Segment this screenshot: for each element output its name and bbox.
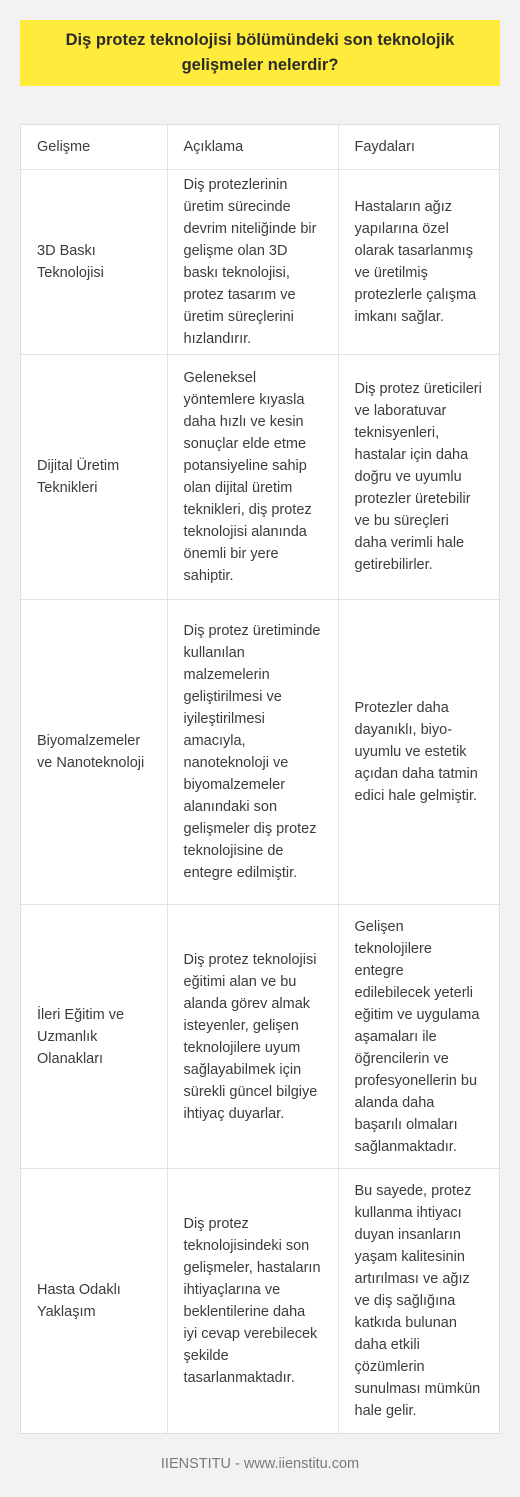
cell-gelisme: 3D Baskı Teknolojisi [21,170,167,355]
cell-faydalari: Bu sayede, protez kullanma ihtiyacı duyan insanların yaşam kalitesinin artırılması ve ağız ve diş sağlığına katkıda bulunan daha etkili çözümlerin sunulması mümkün hale gelir. [354,1182,481,1419]
title-banner [20,20,500,86]
cell-gelisme: Biyomalzemeler ve Nanoteknoloji [21,600,167,905]
cell-aciklama: Diş protez üretiminde kullanılan malzemelerin geliştirilmesi ve iyileştirilmesi amacıyla, nanoteknoloji ve biyomalzemeler alanındaki son gelişmeler diş protez teknolojisine de entegre edilmiştir. [167,600,338,905]
table-row [21,1169,499,1433]
table-row [21,600,499,905]
header-faydalari: Faydaları [338,125,499,170]
cell-faydalari: Hastaların ağız yapılarına özel olarak tasarlanmış ve üretilmiş protezlerle çalışma imkanı sağlar. [338,170,499,355]
page-title: Diş protez teknolojisi bölümündeki son teknolojik gelişmeler nelerdir? [65,31,455,74]
table-row [21,355,499,600]
comparison-table-container [20,124,500,1434]
footer-credit: IIENSTITU - www.iienstitu.com [160,1456,360,1472]
cell-aciklama: Diş protezlerinin üretim sürecinde devrim niteliğinde bir gelişme olan 3D baskı teknolojisi, protez tasarım ve üretim süreçlerini hızlandırır. [167,170,338,355]
header-aciklama: Açıklama [167,125,338,170]
cell-aciklama: Diş protez teknolojisi eğitimi alan ve bu alanda görev almak isteyenler, gelişen teknolojilere uyum sağlayabilmek için sürekli güncel bilgiye ihtiyaç duyarlar. [167,905,338,1169]
cell-aciklama: Geleneksel yöntemlere kıyasla daha hızlı ve kesin sonuçlar elde etme potansiyeline sahip olan dijital üretim teknikleri, diş protez teknolojisi alanında önemli bir yere sahiptir. [167,355,338,600]
header-gelisme: Gelişme [21,125,167,170]
cell-faydalari: Protezler daha dayanıklı, biyo-uyumlu ve estetik açıdan daha tatmin edici hale gelmiştir. [338,600,499,905]
cell-aciklama: Diş protez teknolojisindeki son gelişmeler, hastaların ihtiyaçlarına ve beklentilerine daha iyi cevap verebilecek şekilde tasarlanmaktadır. [167,1169,338,1433]
table-header-row [21,125,499,170]
cell-gelisme: Dijital Üretim Teknikleri [21,355,167,600]
cell-faydalari: Gelişen teknolojilere entegre edilebilecek yeterli eğitim ve uygulama aşamaları ile öğrencilerin ve profesyonellerin bu alanda daha başarılı olmaları sağlanmaktadır. [338,905,499,1169]
cell-faydalari: Diş protez üreticileri ve laboratuvar teknisyenleri, hastalar için daha doğru ve uyumlu protezler üretebilir ve bu süreçleri daha verimli hale getirebilirler. [338,355,499,600]
table-row [21,170,499,355]
cell-gelisme: İleri Eğitim ve Uzmanlık Olanakları [21,905,167,1169]
comparison-table [21,125,499,1433]
table-row [21,905,499,1169]
cell-gelisme: Hasta Odaklı Yaklaşım [21,1169,167,1433]
